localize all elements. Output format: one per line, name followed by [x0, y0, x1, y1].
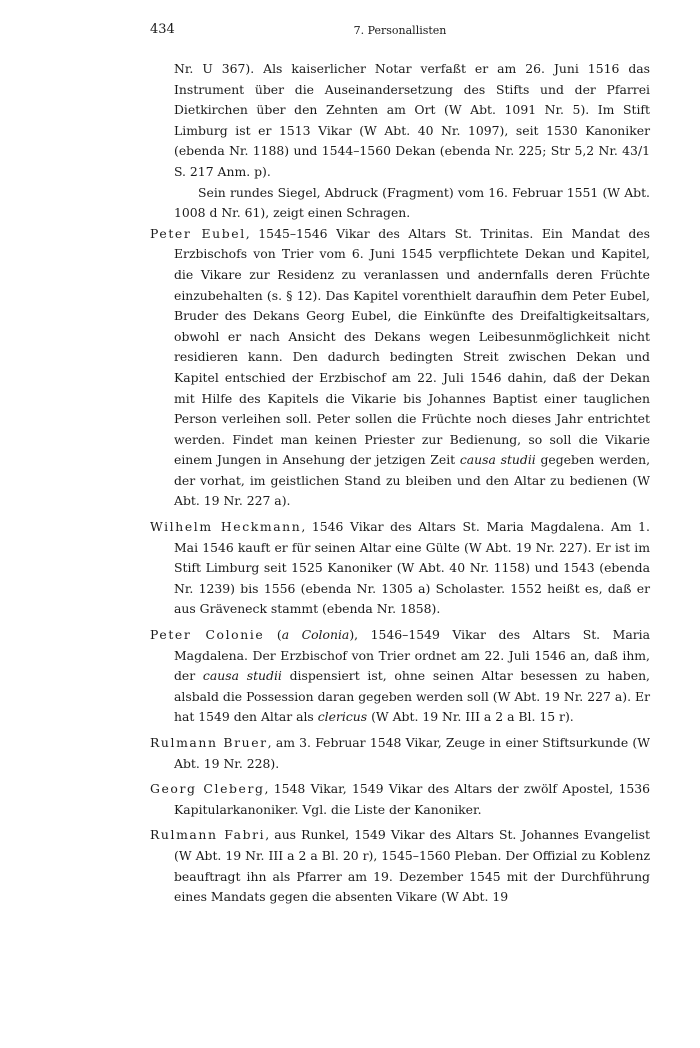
entry-text: , aus Runkel, 1549 Vikar des Altars St. Johannes Evangelist (W Abt. 19 Nr. III a 2 a Bl. 20 r), 1545–1560 Pleban. Der Offizial zu Koblenz beauftragt ihn als Pfarrer am 19. Dezember 1545 mit der Durchführung eines Mandats gegen die absenten Vikare (W Abt. 19	[174, 827, 650, 905]
body-text	[150, 59, 650, 908]
entry-georg-cleberg	[150, 779, 650, 820]
entry-text: (W Abt. 19 Nr. III a 2 a Bl. 15 r).	[367, 709, 574, 725]
entry-name: Wilhelm Heckmann	[150, 519, 302, 535]
entry-italic: causa studii	[202, 668, 282, 684]
entry-italic: causa studii	[459, 452, 536, 468]
continued-paragraph: Nr. U 367). Als kaiserlicher Notar verfaßt er am 26. Juni 1516 das Instrument über die Auseinandersetzung des Stifts und der Pfarrei Dietkirchen über den Zehnten am Ort (W Abt. 1091 Nr. 5). Im Stift Limburg ist er 1513 Vikar (W Abt. 40 Nr. 1097), seit 1530 Kanoniker (ebenda Nr. 1188) und 1544–1560 Dekan (ebenda Nr. 225; Str 5,2 Nr. 43/1 S. 217 Anm. p).	[174, 61, 650, 179]
page-header	[150, 22, 650, 42]
seal-paragraph: Sein rundes Siegel, Abdruck (Fragment) vom 16. Februar 1551 (W Abt. 1008 d Nr. 61), zeigt einen Schragen.	[174, 184, 650, 221]
entry-name: Peter Eubel	[150, 225, 246, 241]
entry-name: Georg Cleberg	[150, 781, 265, 797]
entry-text: , 1548 Vikar, 1549 Vikar des Altars der zwölf Apostel, 1536 Kapitularkanoniker. Vgl. die Liste der Kanoniker.	[174, 781, 650, 817]
entry-name: Peter Colonie	[150, 627, 265, 643]
entry-text: , am 3. Februar 1548 Vikar, Zeuge in einer Stiftsurkunde (W Abt. 19 Nr. 228).	[174, 735, 650, 771]
entry-name: Rulmann Fabri	[150, 827, 266, 843]
entry-text: , 1546 Vikar des Altars St. Maria Magdalena. Am 1. Mai 1546 kauft er für seinen Altar eine Gülte (W Abt. 19 Nr. 227). Er ist im Stift Limburg seit 1525 Kanoniker (W Abt. 40 Nr. 1158) und 1543 (ebenda Nr. 1239) bis 1556 (ebenda Nr. 1305 a) Scholaster. 1552 heißt es, daß er aus Gräveneck stammt (ebenda Nr. 1858).	[174, 519, 650, 617]
entry-text: gegeben werden, der vorhat, im geistlichen Stand zu bleiben und den Altar zu bedienen (W Abt. 19 Nr. 227 a).	[174, 452, 651, 509]
entry-name: Rulmann Bruer	[150, 735, 268, 750]
entry-text: ), 1546–1549 Vikar des Altars St. Maria Magdalena. Der Erzbischof von Trier ordnet am 22. Juli 1546 an, daß ihm, der	[174, 627, 650, 684]
running-head: 7. Personallisten	[353, 24, 447, 37]
entry-italic: a Colonia	[281, 627, 350, 643]
entry-peter-eubel	[150, 224, 650, 512]
entry-text: dispensiert ist, ohne seinen Altar besessen zu haben, alsbald die Possession daran gegeben werden soll (W Abt. 19 Nr. 227 a). Er hat 1549 den Altar als	[174, 668, 650, 725]
entry-text: (	[264, 627, 282, 643]
entry-text: , 1545–1546 Vikar des Altars St. Trinitas. Ein Mandat des Erzbischofs von Trier vom 6. Juni 1545 verpflichtete Dekan und Kapitel, die Vikare zur Residenz zu veranlassen und andernfalls deren Früchte einzubehalten (s. § 12). Das Kapitel vorenthielt daraufhin dem Peter Eubel, Bruder des Dekans Georg Eubel, die Einkünfte des Dreifaltigkeitsaltars, obwohl er nach Ansicht des Dekans wegen Leibesunmöglichkeit nicht residieren kann. Den dadurch bedingten Streit zwischen Dekan und Kapitel entschied der Erzbischof am 22. Juli 1546 dahin, daß der Dekan mit Hilfe des Kapitels die Vikarie bis Johannes Baptist einer tauglichen Person verleihen soll. Peter sollen die Früchte noch dieses Jahr entrichtet werden. Findet man keinen Priester zur Bedienung, so soll die Vikarie einem Jungen in Ansehung der jetzigen Zeit	[174, 225, 651, 468]
entry-wilhelm-heckmann	[150, 517, 650, 620]
entry-italic: clericus	[317, 709, 368, 725]
entry-peter-colonie	[150, 625, 650, 728]
entry-rulmann-bruer	[150, 733, 650, 774]
page-number: 434	[150, 22, 175, 37]
entry-rulmann-fabri	[150, 825, 650, 907]
